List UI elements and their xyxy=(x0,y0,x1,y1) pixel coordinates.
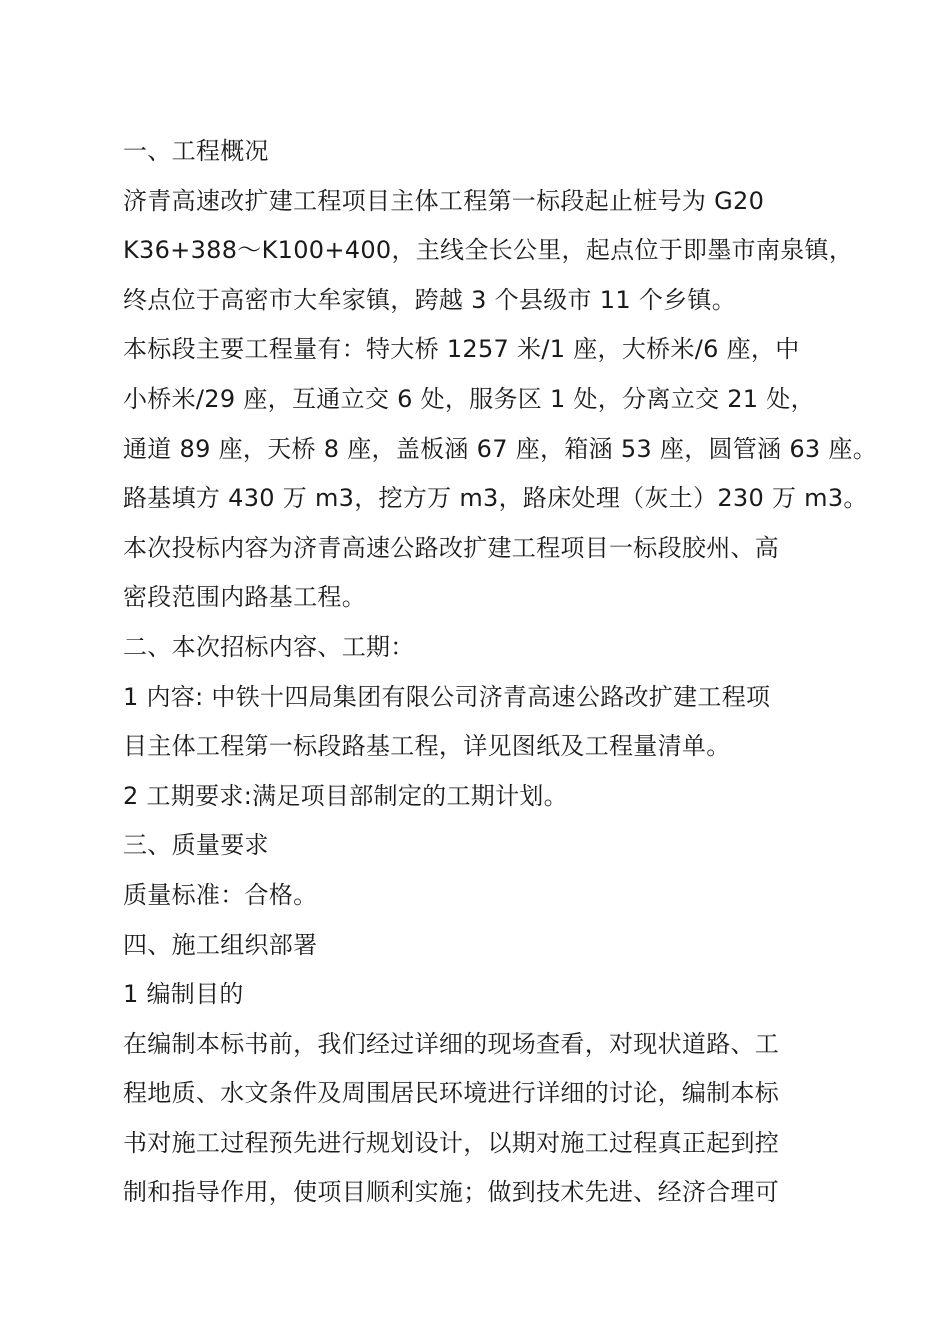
paragraph-line: 本标段主要工程量有：特大桥 1257 米/1 座，大桥米/6 座，中 xyxy=(123,335,800,364)
paragraph-line: 通道 89 座，天桥 8 座，盖板涵 67 座，箱涵 53 座，圆管涵 63 座。 xyxy=(123,434,878,463)
document-body xyxy=(123,127,878,1218)
paragraph-line: 路基填方 430 万 m3，挖方万 m3，路床处理（灰土）230 万 m3。 xyxy=(123,484,868,513)
section-heading-organization: 四、施工组织部署 xyxy=(123,930,318,959)
section-heading-overview: 一、工程概况 xyxy=(123,137,269,165)
paragraph-line: 质量标准：合格。 xyxy=(123,880,318,909)
paragraph-line: 书对施工过程预先进行规划设计，以期对施工过程真正起到控 xyxy=(123,1128,780,1157)
paragraph-line: 目主体工程第一标段路基工程，详见图纸及工程量清单。 xyxy=(123,732,731,761)
paragraph-line: 本次投标内容为济青高速公路改扩建工程项目一标段胶州、高 xyxy=(123,533,780,562)
paragraph-line: 小桥米/29 座，互通立交 6 处，服务区 1 处，分离立交 21 处， xyxy=(123,384,815,413)
paragraph-line: 济青高速改扩建工程项目主体工程第一标段起止桩号为 G20 xyxy=(123,186,765,215)
section-heading-tender: 二、本次招标内容、工期： xyxy=(123,632,415,661)
section-heading-quality: 三、质量要求 xyxy=(123,831,269,860)
subsection-heading-purpose: 1 编制目的 xyxy=(123,980,244,1009)
paragraph-line: 终点位于高密市大牟家镇，跨越 3 个县级市 11 个乡镇。 xyxy=(123,285,737,314)
paragraph-line: K36+388～K100+400，主线全长公里，起点位于即墨市南泉镇， xyxy=(123,236,854,265)
paragraph-line: 程地质、水文条件及周围居民环境进行详细的讨论，编制本标 xyxy=(123,1079,780,1108)
paragraph-line: 2 工期要求:满足项目部制定的工期计划。 xyxy=(123,781,568,810)
paragraph-line: 在编制本标书前，我们经过详细的现场查看，对现状道路、工 xyxy=(123,1029,780,1058)
paragraph-line: 密段范围内路基工程。 xyxy=(123,583,366,612)
paragraph-line: 制和指导作用，使项目顺利实施；做到技术先进、经济合理可 xyxy=(123,1178,780,1207)
paragraph-line: 1 内容: 中铁十四局集团有限公司济青高速公路改扩建工程项 xyxy=(123,682,771,711)
